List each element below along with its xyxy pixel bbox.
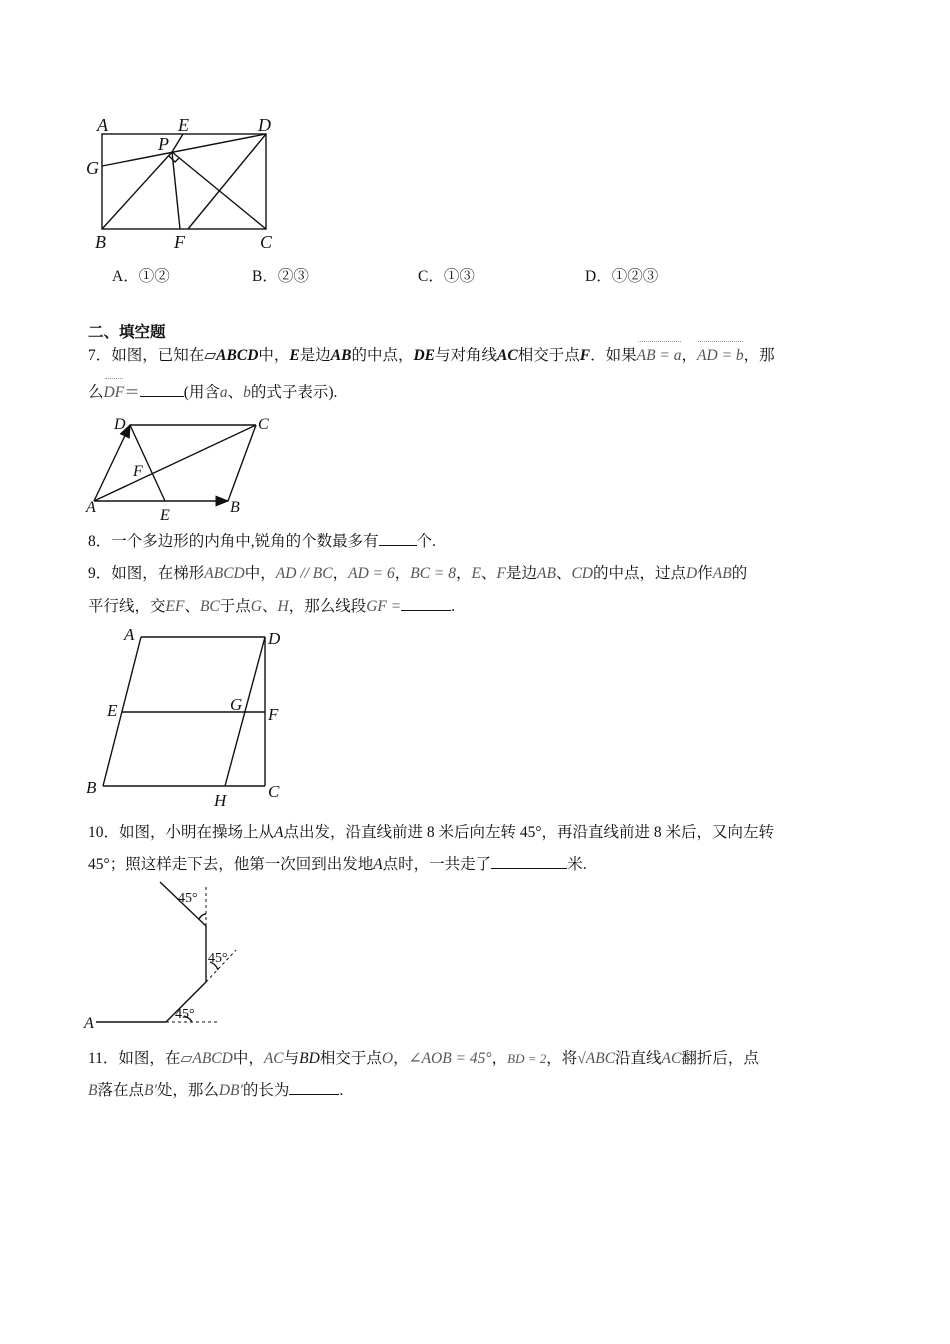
fig10-angle-top: 45° [178, 891, 198, 906]
fig9-label-b: B [86, 778, 97, 797]
fig10-label-a: A [84, 1015, 94, 1032]
fig9-label-f: F [268, 705, 279, 724]
fig7-label-c: C [258, 416, 269, 433]
fig6-label-c: C [260, 232, 273, 252]
fig6-label-f: F [174, 232, 185, 252]
option-d[interactable]: D．①②③ [585, 268, 659, 285]
q7-line2: 么DF＝ (用含a、b的式子表示). [88, 382, 337, 404]
q10-answer-blank[interactable] [491, 854, 567, 869]
figure-q6 [80, 112, 280, 252]
option-c[interactable]: C．①③ [418, 268, 475, 285]
fig7-label-a: A [86, 499, 96, 516]
fig6-label-d: D [258, 115, 271, 135]
fig9-label-a: A [124, 625, 135, 644]
q7-line1: 7．如图，已知在▱ABCD中，E是边AB的中点，DE与对角线AC相交于点F．如果AB = a，AD = b，那 [88, 345, 775, 367]
fig6-label-g: G [86, 158, 99, 178]
q11-line1: 11．如图，在▱ABCD中，AC与BD相交于点O，∠AOB = 45°，BD = 2，将√ABC沿直线AC翻折后，点 [88, 1050, 759, 1067]
q8-text: 8．一个多边形的内角中,锐角的个数最多有 个. [88, 533, 437, 550]
fig9-label-e: E [107, 701, 118, 720]
figure-q7 [80, 410, 290, 525]
section-title: 二、填空题 [88, 324, 166, 341]
figure-q10 [80, 878, 250, 1033]
fig9-label-h: H [214, 791, 227, 810]
fig7-label-b: B [230, 499, 240, 516]
q9-line1: 9．如图，在梯形ABCD中，AD // BC，AD = 6，BC = 8，E、F是边AB、CD的中点，过点D作AB的 [88, 565, 748, 582]
fig6-label-b: B [95, 232, 106, 252]
fig9-label-g: G [230, 695, 243, 714]
fig10-angle-mid: 45° [208, 951, 228, 966]
fig7-label-d: D [114, 416, 126, 433]
fig6-label-a: A [97, 115, 108, 135]
q8-answer-blank[interactable] [379, 531, 417, 546]
fig7-label-e: E [160, 507, 170, 524]
fig6-label-e: E [178, 115, 189, 135]
q10-line2: 45°；照这样走下去，他第一次回到出发地A点时，一共走了 米. [88, 856, 587, 873]
option-a[interactable]: A．①② [112, 268, 170, 285]
q9-answer-blank[interactable] [401, 596, 451, 611]
q10-line1: 10．如图，小明在操场上从A点出发，沿直线前进 8 米后向左转 45°，再沿直线前进 8 米后，又向左转 [88, 824, 775, 841]
q9-line2: 平行线，交EF、BC于点G、H，那么线段GF = . [88, 598, 456, 615]
q7-answer-blank[interactable] [140, 382, 184, 397]
q11-answer-blank[interactable] [289, 1080, 339, 1095]
option-b[interactable]: B．②③ [252, 268, 309, 285]
fig9-label-d: D [268, 629, 281, 648]
fig9-label-c: C [268, 782, 280, 801]
fig6-label-p: P [158, 134, 169, 154]
figure-q9 [80, 622, 300, 812]
fig7-label-f: F [133, 463, 143, 480]
q11-line2: B落在点B′处，那么DB′的长为 . [88, 1082, 344, 1099]
fig10-angle-bottom: 45° [175, 1007, 195, 1022]
